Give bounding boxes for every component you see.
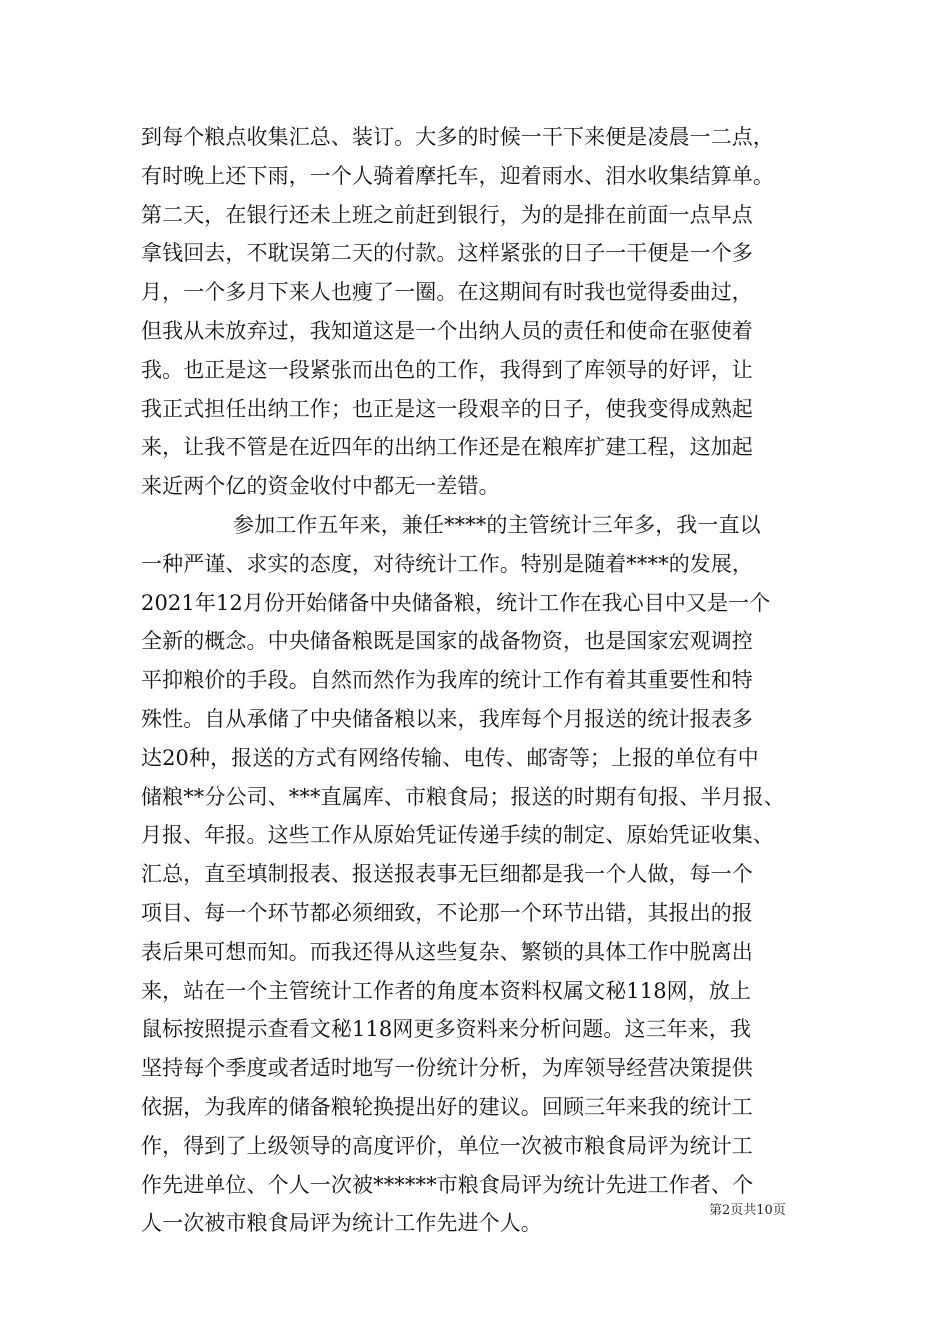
text-line: 拿钱回去，不耽误第二天的付款。这样紧张的日子一干便是一个多 — [141, 241, 753, 266]
text-line: 表后果可想而知。而我还得从这些复杂、繁锁的具体工作中脱离出 — [141, 939, 753, 964]
text-line: 月，一个多月下来人也瘦了一圈。在这期间有时我也觉得委曲过， — [141, 280, 753, 305]
paragraph-2 — [141, 506, 811, 1243]
text-line: 坚持每个季度或者适时地写一份统计分析，为库领导经营决策提供 — [141, 1056, 753, 1081]
text-line: 参加工作五年来，兼任****的主管统计三年多，我一直以 — [233, 512, 761, 537]
text-line: 作先进单位、个人一次被******市粮食局评为统计先进工作者、个 — [141, 1172, 754, 1197]
document-body — [141, 118, 811, 1243]
text-line: 来近两个亿的资金收付中都无一差错。 — [141, 474, 500, 499]
text-line: 2021年12月份开始储备中央储备粮，统计工作在我心目中又是一个 — [141, 590, 771, 615]
text-line: 项目、每一个环节都必须细致，不论那一个环节出错，其报出的报 — [141, 900, 753, 925]
text-line: 第二天，在银行还未上班之前赶到银行，为的是排在前面一点早点 — [141, 202, 753, 227]
text-line: 但我从未放弃过，我知道这是一个出纳人员的责任和使命在驱使着 — [141, 318, 753, 343]
text-line: 汇总，直至填制报表、报送报表事无巨细都是我一个人做，每一个 — [141, 862, 753, 887]
text-line: 达20种，报送的方式有网络传输、电传、邮寄等；上报的单位有中 — [141, 745, 759, 770]
text-line: 全新的概念。中央储备粮既是国家的战备物资，也是国家宏观调控 — [141, 629, 753, 654]
text-line: 人一次被市粮食局评为统计工作先进个人。 — [141, 1211, 542, 1236]
text-line: 鼠标按照提示查看文秘118网更多资料来分析问题。这三年来，我 — [141, 1017, 752, 1042]
text-line: 依据，为我库的储备粮轮换提出好的建议。回顾三年来我的统计工 — [141, 1094, 753, 1119]
text-line: 月报、年报。这些工作从原始凭证传递手续的制定、原始凭证收集、 — [141, 823, 774, 848]
text-line: 储粮**分公司、***直属库、市粮食局；报送的时期有旬报、半月报、 — [141, 784, 785, 809]
text-line: 平抑粮价的手段。自然而然作为我库的统计工作有着其重要性和特 — [141, 668, 753, 693]
text-line: 来，站在一个主管统计工作者的角度本资料权属文秘118网，放上 — [141, 978, 752, 1003]
text-line: 作，得到了上级领导的高度评价，单位一次被市粮食局评为统计工 — [141, 1133, 753, 1158]
text-line: 一种严谨、求实的态度，对待统计工作。特别是随着****的发展， — [141, 551, 754, 576]
text-line: 殊性。自从承储了中央储备粮以来，我库每个月报送的统计报表多 — [141, 706, 753, 731]
text-line: 到每个粮点收集汇总、装订。大多的时候一干下来便是凌晨一二点， — [141, 125, 774, 149]
text-line: 来，让我不管是在近四年的出纳工作还是在粮库扩建工程，这加起 — [141, 435, 753, 460]
text-line: 我正式担任出纳工作；也正是这一段艰辛的日子，使我变得成熟起 — [141, 396, 753, 421]
paragraph-1 — [141, 118, 811, 506]
page-number: 第2页共10页 — [709, 1203, 786, 1218]
text-line: 我。也正是这一段紧张而出色的工作，我得到了库领导的好评，让 — [141, 357, 753, 382]
text-line: 有时晚上还下雨，一个人骑着摩托车，迎着雨水、泪水收集结算单。 — [141, 163, 774, 188]
